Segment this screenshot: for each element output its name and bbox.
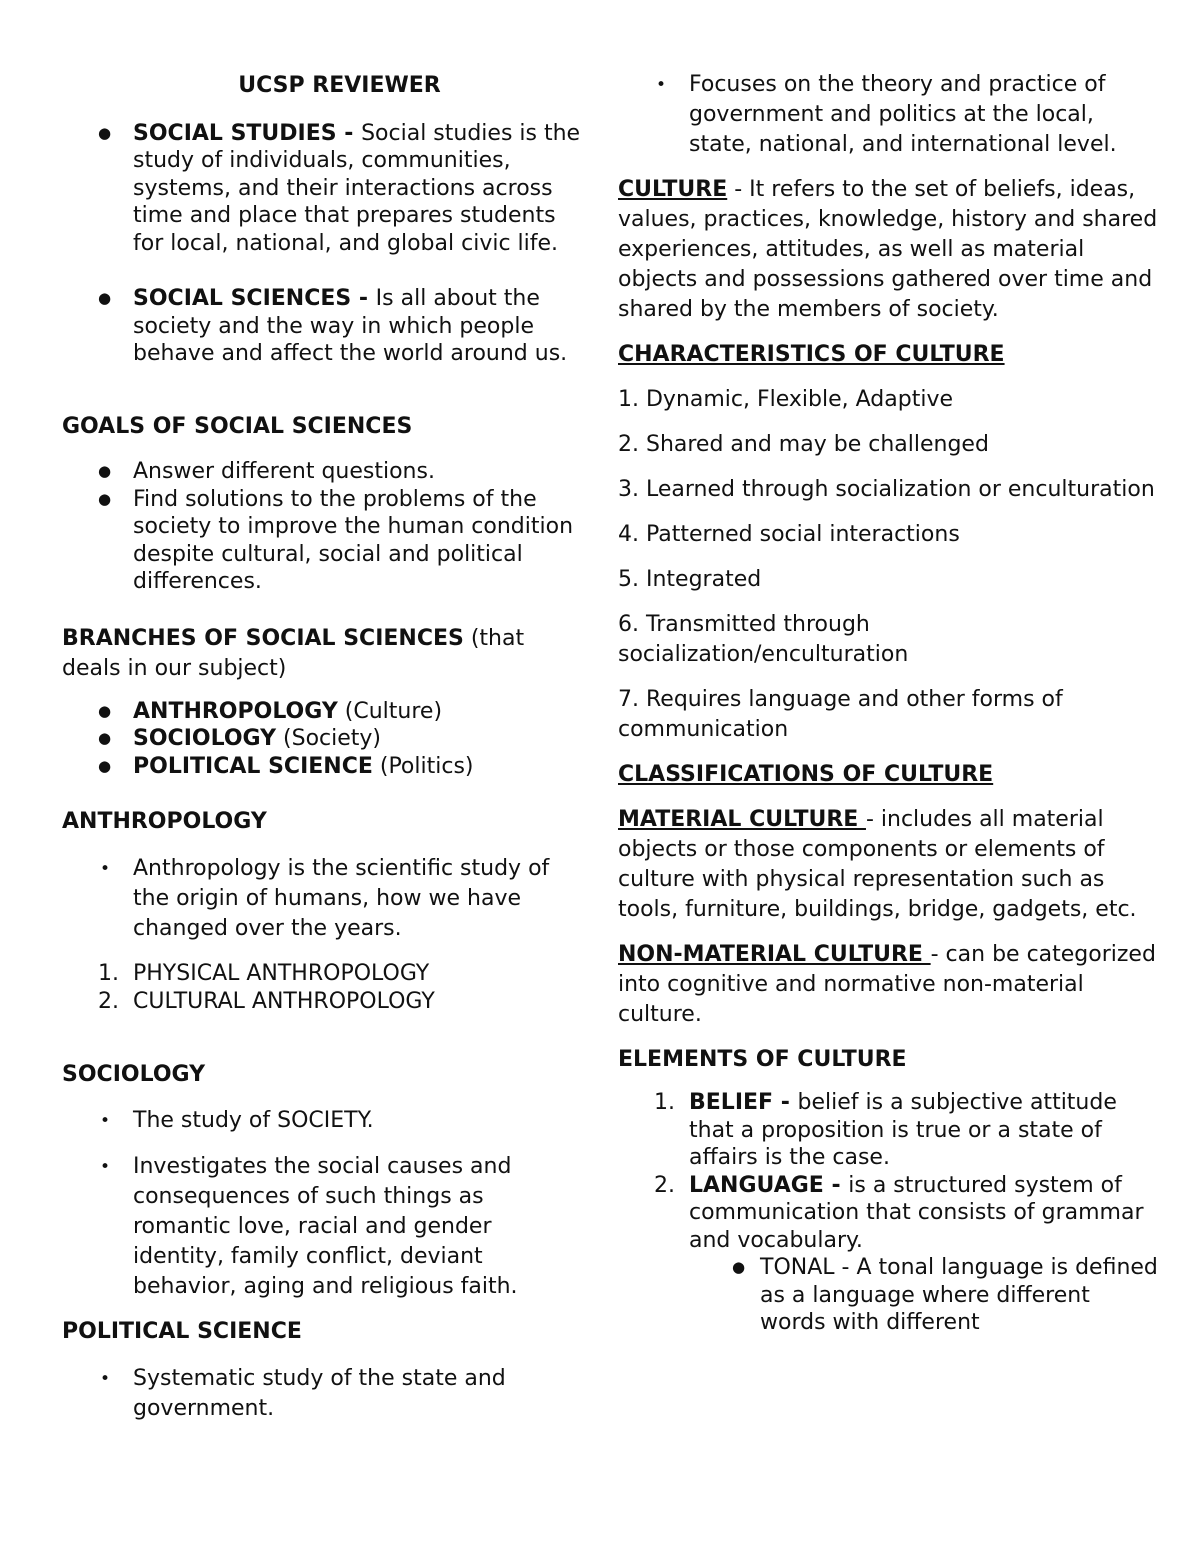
term-label: SOCIAL SCIENCES -: [133, 286, 376, 311]
list-item: [62, 120, 587, 258]
section-heading: POLITICAL SCIENCE: [62, 1319, 302, 1344]
section-heading: SOCIOLOGY: [62, 1061, 206, 1087]
list-item: • Anthropology is the scientific study of the origin of humans, how we have changed over the years.: [62, 854, 587, 944]
document-title: UCSP REVIEWER: [238, 73, 441, 98]
culture-definition: [618, 175, 1158, 325]
list-item: • Investigates the social causes and consequences of such things as romantic love, racial and gender identity, family conflict, deviant behavior, aging and religious faith.: [62, 1152, 587, 1302]
item-label: PHYSICAL ANTHROPOLOGY: [133, 960, 430, 986]
term-text: Social studies is the study of individuals, communities, systems, and their interactions across time and place that prepares students for local, national, and global civic life.: [133, 120, 581, 256]
section-heading: ANTHROPOLOGY: [62, 809, 267, 834]
heading-note: (that deals in our subject): [62, 625, 525, 681]
socio-points: [62, 1106, 587, 1302]
section-heading: CLASSIFICATIONS OF CULTURE: [618, 762, 994, 787]
list-item: ● TONAL - A tonal language is defined as a language where different words with different: [689, 1254, 1158, 1337]
branch-note: (Society): [276, 726, 382, 751]
list-item: [62, 960, 587, 988]
nonmaterial-culture-definition: [618, 940, 1158, 1030]
branch-note: (Culture): [337, 698, 443, 724]
item-number: 1.: [654, 1090, 675, 1115]
elements-list: [618, 1089, 1158, 1337]
characteristics-list: [618, 385, 1158, 745]
item-number: 2.: [654, 1172, 675, 1198]
list-item: • Systematic study of the state and government.: [62, 1364, 587, 1424]
term-text: - includes all material objects or those components or elements of culture with physical representation such as tools, furniture, buildings, bridge, gadgets, etc.: [618, 807, 1137, 922]
term-label: LANGUAGE -: [689, 1172, 849, 1198]
list-item: [62, 285, 587, 368]
anthro-types: [62, 960, 587, 1016]
language-sublist: [689, 1254, 1158, 1337]
branch-name: SOCIOLOGY: [133, 726, 277, 751]
list-item: 6. Transmitted through socialization/enculturation: [618, 612, 909, 667]
left-column: [62, 70, 587, 1424]
list-item: 4. Patterned social interactions: [618, 522, 960, 547]
list-item: 1. Dynamic, Flexible, Adaptive: [618, 387, 954, 412]
item-label: CULTURAL ANTHROPOLOGY: [133, 988, 435, 1014]
list-item: [62, 698, 587, 726]
list-item: [62, 725, 587, 753]
list-item: [62, 988, 587, 1016]
branch-note: (Politics): [372, 753, 474, 779]
list-item: [62, 753, 587, 781]
polsci-continued: [618, 70, 1158, 160]
term-label: NON-MATERIAL CULTURE: [618, 942, 931, 967]
list-item: • The study of SOCIETY.: [62, 1106, 587, 1136]
section-heading: ELEMENTS OF CULTURE: [618, 1047, 907, 1072]
term-text: - can be categorized into cognitive and normative non-material culture.: [618, 942, 1156, 1027]
term-label: MATERIAL CULTURE: [618, 807, 866, 832]
term-text: belief is a subjective attitude that a proposition is true or a state of affairs is the case.: [689, 1090, 1117, 1170]
polsci-points: [62, 1364, 587, 1424]
section-heading: CHARACTERISTICS OF CULTURE: [618, 342, 1005, 367]
anthro-points: [62, 854, 587, 944]
item-number: 2.: [98, 988, 119, 1014]
term-label: CULTURE: [618, 177, 728, 202]
item-number: 1.: [98, 960, 119, 986]
term-text: is a structured system of communication that consists of grammar and vocabulary.: [689, 1172, 1144, 1253]
term-text: - It refers to the set of beliefs, ideas, values, practices, knowledge, history and shared experiences, attitudes, as well as material objects and possessions gathered over time and shared by the members of society.: [618, 177, 1158, 322]
material-culture-definition: [618, 805, 1158, 925]
section-heading: [62, 624, 587, 684]
list-item: [618, 1172, 1158, 1337]
heading-label: BRANCHES OF SOCIAL SCIENCES: [62, 625, 464, 651]
list-item: • Focuses on the theory and practice of government and politics at the local, state, national, and international level.: [618, 70, 1158, 160]
section-heading: GOALS OF SOCIAL SCIENCES: [62, 413, 413, 439]
list-item: 5. Integrated: [618, 567, 762, 592]
list-item: [618, 1089, 1158, 1172]
branch-name: ANTHROPOLOGY: [133, 698, 338, 724]
list-item: 7. Requires language and other forms of communication: [618, 687, 1063, 742]
right-column: [618, 70, 1158, 1337]
term-label: BELIEF -: [689, 1090, 798, 1115]
definition-list: [62, 120, 587, 368]
list-item: ● Find solutions to the problems of the society to improve the human condition despite cultural, social and political differences.: [62, 486, 587, 596]
goals-list: [62, 458, 587, 596]
list-item: 2. Shared and may be challenged: [618, 432, 989, 457]
term-text: Is all about the society and the way in which people behave and affect the world around us.: [133, 286, 568, 366]
list-item: 3. Learned through socialization or enculturation: [618, 477, 1155, 502]
branch-name: POLITICAL SCIENCE: [133, 753, 373, 779]
list-item: ● Answer different questions.: [62, 458, 587, 486]
term-label: SOCIAL STUDIES -: [133, 120, 362, 146]
branches-list: [62, 698, 587, 781]
